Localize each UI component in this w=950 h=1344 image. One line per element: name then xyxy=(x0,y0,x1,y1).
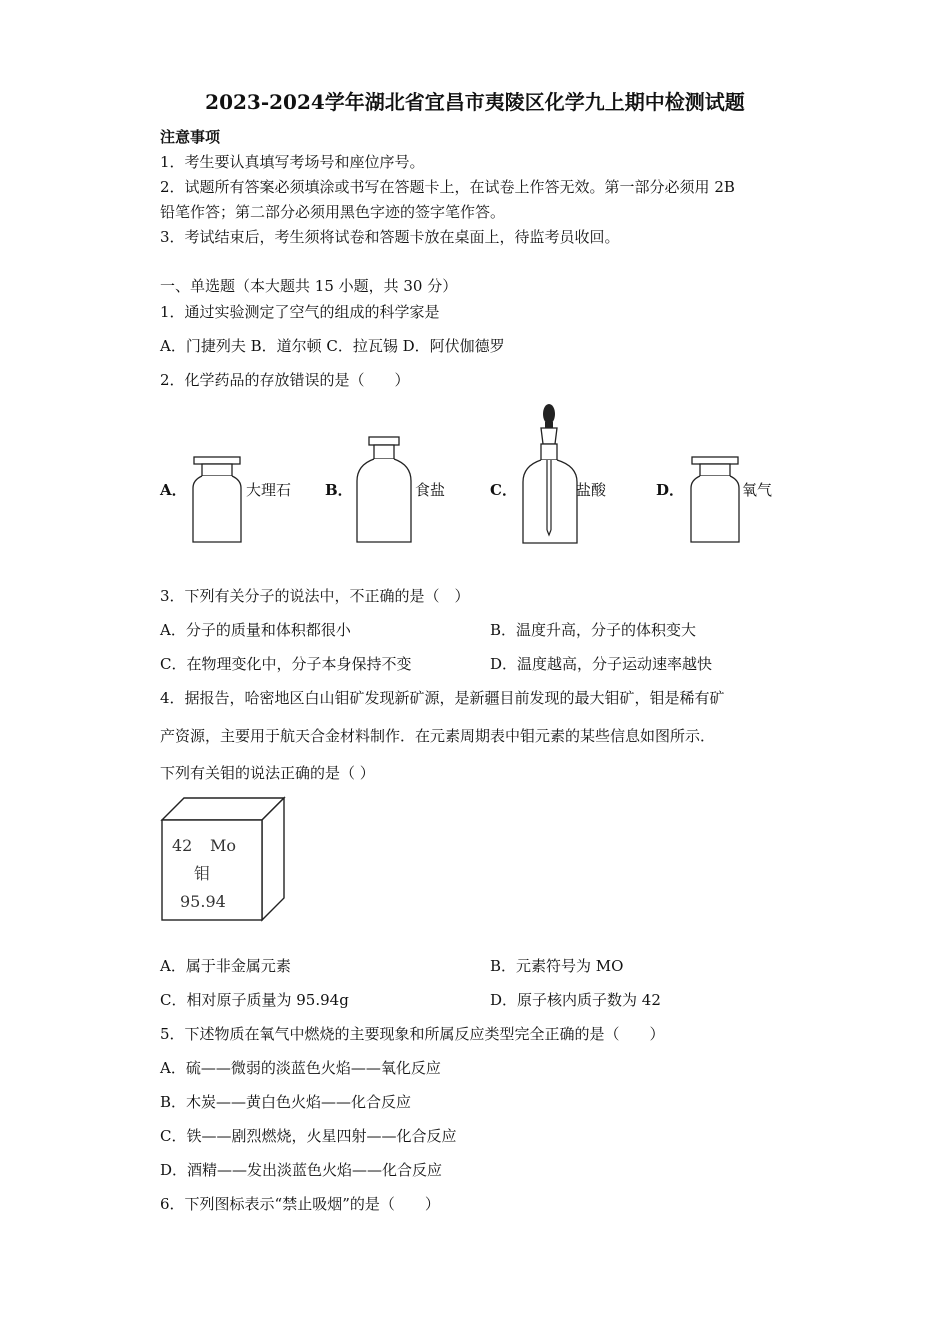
q5-option-d: D．酒精——发出淡蓝色火焰——化合反应 xyxy=(160,1161,443,1179)
q2-option-a-label: A． xyxy=(160,481,187,499)
q3-stem: 3．下列有关分子的说法中，不正确的是（ ） xyxy=(160,587,470,605)
gas-bottle-icon xyxy=(686,455,746,547)
q2-option-b-text: 食盐 xyxy=(415,481,446,499)
q2-option-d-text: 氧气 xyxy=(742,481,773,499)
q4-option-c: C．相对原子质量为 95.94g xyxy=(160,991,349,1009)
wide-mouth-bottle-icon xyxy=(188,455,248,547)
q6-stem: 6．下列图标表示“禁止吸烟”的是（ ） xyxy=(160,1195,440,1213)
q3-option-b: B．温度升高，分子的体积变大 xyxy=(490,621,697,639)
q4-option-b: B．元素符号为 MO xyxy=(490,957,624,975)
q2-option-b-label: B． xyxy=(325,481,353,499)
dropper-bottle-icon xyxy=(518,402,582,548)
notice-item-3: 3．考试结束后，考生须将试卷和答题卡放在桌面上，待监考员收回。 xyxy=(160,228,620,246)
q4-stem-line-3: 下列有关钼的说法正确的是（ ） xyxy=(160,764,375,782)
q5-option-a: A．硫——微弱的淡蓝色火焰——氧化反应 xyxy=(160,1059,441,1077)
section-heading: 一、单选题（本大题共 15 小题，共 30 分） xyxy=(160,277,458,295)
notice-heading: 注意事项 xyxy=(160,128,221,146)
narrow-mouth-bottle-icon xyxy=(352,435,416,547)
notice-item-2-line-1: 2．试题所有答案必须填涂或书写在答题卡上，在试卷上作答无效。第一部分必须用 2B xyxy=(160,178,735,196)
q1-stem: 1．通过实验测定了空气的组成的科学家是 xyxy=(160,303,440,321)
element-name: 钼 xyxy=(194,864,211,883)
q3-option-a: A．分子的质量和体积都很小 xyxy=(160,621,351,639)
notice-item-2-line-2: 铅笔作答；第二部分必须用黑色字迹的签字笔作答。 xyxy=(160,203,506,221)
q1-options: A．门捷列夫 B．道尔顿 C．拉瓦锡 D．阿伏伽德罗 xyxy=(160,337,505,355)
q5-option-c: C．铁——剧烈燃烧，火星四射——化合反应 xyxy=(160,1127,457,1145)
q2-stem: 2．化学药品的存放错误的是（ ） xyxy=(160,371,410,389)
q5-option-b: B．木炭——黄白色火焰——化合反应 xyxy=(160,1093,412,1111)
q3-option-c: C．在物理变化中，分子本身保持不变 xyxy=(160,655,412,673)
q2-option-c-text: 盐酸 xyxy=(576,481,607,499)
q4-option-a: A．属于非金属元素 xyxy=(160,957,291,975)
q2-option-a-text: 大理石 xyxy=(246,481,292,499)
q5-stem: 5．下述物质在氧气中燃烧的主要现象和所属反应类型完全正确的是（ ） xyxy=(160,1025,665,1043)
q2-option-d-label: D． xyxy=(656,481,685,499)
q2-option-c-label: C． xyxy=(490,481,517,499)
element-mass: 95.94 xyxy=(180,892,226,911)
notice-item-1: 1．考生要认真填写考场号和座位序号。 xyxy=(160,153,425,171)
q4-option-d: D．原子核内质子数为 42 xyxy=(490,991,661,1009)
q3-option-d: D．温度越高，分子运动速率越快 xyxy=(490,655,713,673)
q4-stem-line-2: 产资源，主要用于航天合金材料制作．在元素周期表中钼元素的某些信息如图所示． xyxy=(160,727,716,745)
exam-title: 2023-2024学年湖北省宜昌市夷陵区化学九上期中检测试题 xyxy=(205,90,745,114)
q4-stem-line-1: 4．据报告，哈密地区白山钼矿发现新矿源，是新疆目前发现的最大钼矿，钼是稀有矿 xyxy=(160,689,725,707)
element-tile-molybdenum xyxy=(158,794,288,924)
element-number: 42 xyxy=(172,836,193,855)
element-symbol: Mo xyxy=(210,836,237,855)
